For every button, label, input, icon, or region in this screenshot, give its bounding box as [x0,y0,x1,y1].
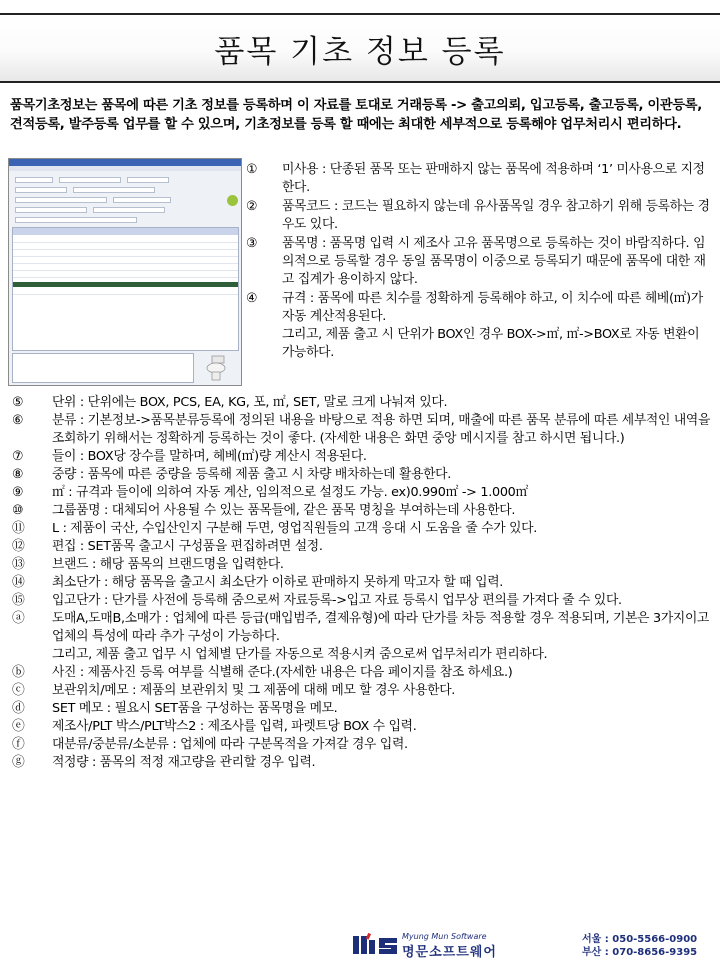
screenshot-grid [12,227,239,351]
list-item [12,484,712,502]
item-text: 편집 : SET품목 출고시 구성품을 편집하려면 설정. [52,539,323,554]
main-items-list [12,394,712,772]
grid-row [13,270,238,271]
screenshot-field [73,187,155,193]
list-item [12,448,712,466]
list-item [246,235,712,289]
item-number: ⓔ [12,719,25,734]
item-text: 대분류/중분류/소분류 : 업체에 따라 구분목적을 가져갈 경우 입력. [52,737,408,752]
item-number: ⑨ [12,485,24,500]
list-item [12,502,712,520]
list-item [12,574,712,592]
company-name-en: Myung Mun Software [402,932,487,941]
grid-row [13,277,238,278]
grid-row [13,256,238,257]
list-item [12,556,712,574]
list-item [12,610,712,664]
item-number: ⑤ [12,395,24,410]
list-item [12,700,712,718]
title-rule-bottom [0,81,720,83]
right-items-list [246,161,712,362]
item-number: ⓖ [12,755,25,770]
grid-header [13,228,238,235]
phone-seoul: 서울 : 050-5566-0900 [582,934,698,945]
item-text: 중량 : 품목에 따른 중량을 등록해 제품 출고 시 차량 배차하는데 활용한다. [52,467,452,482]
screenshot-logo [227,195,238,206]
list-item [12,466,712,484]
footer-contact [582,933,697,959]
program-screenshot [8,158,242,386]
list-item [12,520,712,538]
item-number: ⑩ [12,503,24,518]
grid-row [13,263,238,264]
item-number: ⑮ [12,593,25,608]
item-number: ① [246,162,258,177]
item-number: ⑬ [12,557,25,572]
ms-logo-icon [352,932,398,956]
item-text: ㎡ : 규격과 들이에 의하여 자동 계산, 임의적으로 설정도 가능. ex)0.990㎡ -> 1.000㎡ [52,485,528,500]
screenshot-menubar [9,166,241,171]
toilet-photo-icon [203,355,229,381]
item-text: 품목명 : 품목명 입력 시 제조사 고유 품목명으로 등록하는 것이 바람직하다. 임의적으로 등록할 경우 동일 품목명이 이중으로 등록되기 때문에 품목에 대한 재고 집계가 용이하지 않다. [282,236,706,287]
item-text: 제조사/PLT 박스/PLT박스2 : 제조사를 입력, 파렛트당 BOX 수 입력. [52,719,417,734]
item-text: 규격 : 품목에 따른 치수를 정확하게 등록해야 하고, 이 치수에 따른 헤베(㎡)가 자동 계산적용된다. [282,291,703,324]
item-text: 분류 : 기본정보->품목분류등록에 정의된 내용을 바탕으로 적용 하면 되며, 매출에 따른 품목 분류에 따른 세부적인 내역을 조회하기 위해서는 정확하게 등록하는 것이 좋다. (자세한 내용은 화면 중앙 메시지를 참고 하시면 됩니다.) [52,413,711,446]
item-number: ⑥ [12,413,24,428]
item-number: ⑦ [12,449,24,464]
grid-row [13,294,238,295]
list-item [12,592,712,610]
intro-paragraph: 품목기초정보는 품목에 따른 기초 정보를 등록하며 이 자료를 토대로 거래등록 -> 출고의뢰, 입고등록, 출고등록, 이관등록, 견적등록, 발주등록 업무를 할 수 있으며, 기초정보를 등록 할 때에는 최대한 세부적으로 등록해야 업무처리시 편리하다. [10,98,702,132]
grid-selected-row [13,282,238,287]
item-number: ⓐ [12,611,25,626]
item-text: 브랜드 : 해당 품목의 브랜드명을 입력한다. [52,557,284,572]
item-text: 품목코드 : 코드는 필요하지 않는데 유사품목일 경우 참고하기 위해 등록하는 경우도 있다. [282,199,710,232]
list-item [12,394,712,412]
screenshot-field [93,207,165,213]
screenshot-titlebar [9,159,241,166]
screenshot-field [15,187,67,193]
item-text: 입고단가 : 단가를 사전에 등록해 줌으로써 자료등록->입고 자료 등록시 업무상 편의를 가져다 줄 수 있다. [52,593,622,608]
item-text: 단위 : 단위에는 BOX, PCS, EA, KG, 포, ㎡, SET, 말로 크게 나눠져 있다. [52,395,448,410]
item-number: ⑪ [12,521,25,536]
list-item [12,754,712,772]
item-text: 미사용 : 단종된 품목 또는 판매하지 않는 품목에 적용하며 ‘1’ 미사용으로 지정한다. [282,162,705,195]
screenshot-field [15,197,107,203]
page-title: 품목 기초 정보 등록 [214,34,506,70]
list-item [12,736,712,754]
list-item [12,718,712,736]
item-number: ③ [246,236,258,251]
list-item [12,682,712,700]
item-text: L : 제품이 국산, 수입산인지 구분해 두면, 영업직원들의 고객 응대 시 도움을 줄 수가 있다. [52,521,537,536]
item-number: ② [246,199,258,214]
list-item [246,198,712,234]
list-item [246,161,712,197]
item-number: ⑭ [12,575,25,590]
item-number: ⑫ [12,539,25,554]
screenshot-subgrid [12,353,194,383]
company-name-ko: 명문소프트웨어 [402,945,497,960]
list-item [12,538,712,556]
item-number: ⓓ [12,701,25,716]
screenshot-field [59,177,121,183]
item-extra-text: 그리고, 제품 출고 업무 시 업체별 단가를 자동으로 적용시켜 줌으로써 업무처리가 편리하다. [52,647,548,662]
item-text: 들이 : BOX당 장수를 말하며, 헤베(㎡)량 계산시 적용된다. [52,449,367,464]
item-number: ⑧ [12,467,24,482]
list-item [12,664,712,682]
item-text: 도매A,도매B,소매가 : 업체에 따른 등급(매입범주, 결제유형)에 따라 단가를 차등 적용할 경우 적용되며, 기본은 3가지이고 업체의 특성에 따라 추가 구성이 가능하다. [52,611,710,644]
item-text: 보관위치/메모 : 제품의 보관위치 및 그 제품에 대해 메모 할 경우 사용한다. [52,683,456,698]
item-number: ⓑ [12,665,25,680]
phone-busan: 부산 : 070-8656-9395 [582,947,698,958]
item-extra-text: 그리고, 제품 출고 시 단위가 BOX인 경우 BOX->㎡, ㎡->BOX로 자동 변환이 가능하다. [282,327,700,360]
item-number: ⓕ [12,737,25,752]
list-item [246,290,712,362]
item-text: 최소단가 : 해당 품목을 출고시 최소단가 이하로 판매하지 못하게 막고자 할 때 입력. [52,575,504,590]
screenshot-field [15,217,137,223]
item-number: ⓒ [12,683,25,698]
grid-row [13,242,238,243]
list-item [12,412,712,448]
item-text: SET 메모 : 필요시 SET품을 구성하는 품목명을 메모. [52,701,338,716]
title-rule-top [0,13,720,15]
screenshot-field [113,197,171,203]
screenshot-field [15,207,87,213]
item-text: 사진 : 제품사진 등록 여부를 식별해 준다.(자세한 내용은 다음 페이지를 참조 하세요.) [52,665,513,680]
item-text: 그룹품명 : 대체되어 사용될 수 있는 품목들에, 같은 품목 명칭을 부여하는데 사용한다. [52,503,516,518]
item-number: ④ [246,291,258,306]
screenshot-field [127,177,169,183]
grid-row [13,249,238,250]
screenshot-field [15,177,53,183]
item-text: 적정량 : 품목의 적정 재고량을 관리할 경우 입력. [52,755,316,770]
